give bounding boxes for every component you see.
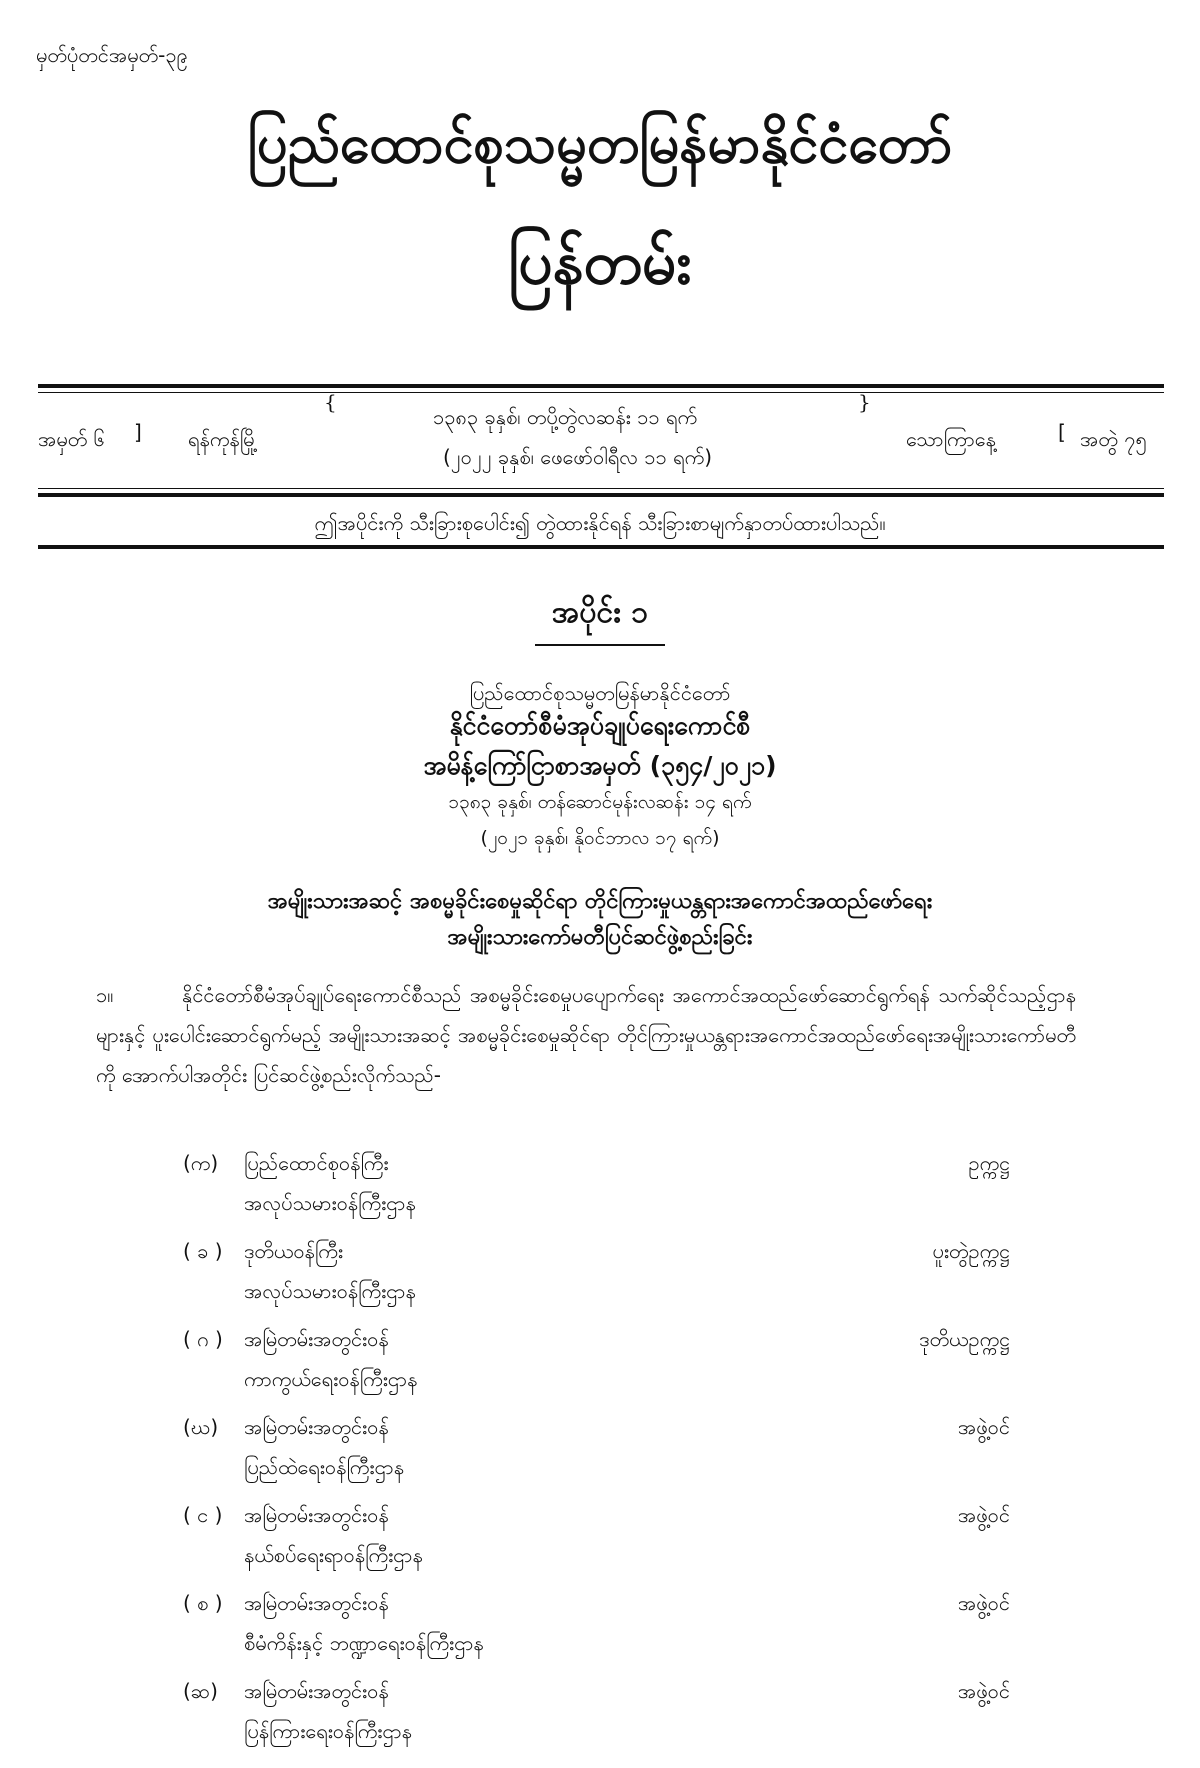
volume-bracket: [ [1058, 420, 1066, 444]
order-heading-line-2: အမျိုးသားကော်မတီပြင်ဆင်ဖွဲ့စည်းခြင်း [447, 925, 753, 950]
member-position: ပြည်ထောင်စုဝန်ကြီး [244, 1151, 389, 1175]
member-label: ( င ) [183, 1503, 223, 1527]
mid-rule-thin [38, 488, 1164, 489]
member-item [0, 1678, 1200, 1758]
issue-weekday: သောကြာနေ့ [906, 427, 996, 451]
member-label: (ဆ) [183, 1679, 218, 1703]
member-role: အဖွဲ့ဝင် [957, 1415, 1010, 1439]
issue-bar [38, 390, 1164, 482]
member-role: အဖွဲ့ဝင် [957, 1591, 1010, 1615]
order-number: အမိန့်ကြော်ငြာစာအမှတ် (၃၅၄/၂၀၂၁) [423, 751, 777, 780]
member-item [0, 1590, 1200, 1670]
issue-date-myanmar: ၁၃၈၃ ခုနှစ်၊ တပို့တွဲလဆန်း ၁၁ ရက် [433, 405, 698, 429]
top-rule-thick [38, 384, 1164, 388]
member-label: (ဃ) [183, 1415, 219, 1439]
member-label: ( ဂ ) [183, 1327, 223, 1351]
member-role: ဥက္ကဋ္ဌ [968, 1151, 1010, 1175]
member-role: အဖွဲ့ဝင် [957, 1679, 1010, 1703]
order-council: နိုင်ငံတော်စီမံအုပ်ချုပ်ရေးကောင်စီ [449, 711, 751, 740]
member-ministry: အလုပ်သမားဝန်ကြီးဌာန [244, 1191, 416, 1215]
member-position: ဒုတိယဝန်ကြီး [244, 1239, 343, 1263]
member-item [0, 1502, 1200, 1582]
top-rule-thin [38, 392, 1164, 393]
member-label: ( ခ ) [183, 1239, 223, 1263]
issue-date-gregorian: (၂၀၂၂ ခုနှစ်၊ ဖေဖော်ဝါရီလ ၁၁ ရက်) [443, 445, 713, 469]
mid-rule-thick [38, 493, 1164, 497]
member-item [0, 1326, 1200, 1406]
member-ministry: ပြည်ထဲရေးဝန်ကြီးဌာန [244, 1455, 405, 1479]
member-position: အမြဲတမ်းအတွင်းဝန် [244, 1679, 389, 1703]
member-label: (က) [183, 1151, 219, 1175]
issue-city: ရန်ကုန်မြို့ [188, 427, 258, 451]
member-ministry: စီမံကိန်းနှင့် ဘဏ္ဍာရေးဝန်ကြီးဌာန [244, 1631, 484, 1655]
member-label: ( စ ) [183, 1591, 223, 1615]
part-title-underline [535, 644, 665, 646]
order-date-myanmar: ၁၃၈၃ ခုနှစ်၊ တန်ဆောင်မုန်းလဆန်း ၁၄ ရက် [448, 791, 752, 813]
member-ministry: ပြန်ကြားရေးဝန်ကြီးဌာန [244, 1719, 413, 1743]
notice-rule-thick [38, 545, 1164, 549]
issue-number-bracket: ] [134, 420, 142, 444]
member-item [0, 1414, 1200, 1494]
member-position: အမြဲတမ်းအတွင်းဝန် [244, 1415, 389, 1439]
registration-number: မှတ်ပုံတင်အမှတ်-၃၉ [36, 43, 188, 67]
member-position: အမြဲတမ်းအတွင်းဝန် [244, 1327, 389, 1351]
member-role: ဒုတိယဥက္ကဋ္ဌ [919, 1327, 1010, 1351]
paragraph-number: ၁။ [96, 983, 114, 1007]
gazette-title: ပြန်တမ်း [508, 228, 692, 298]
member-position: အမြဲတမ်းအတွင်းဝန် [244, 1503, 389, 1527]
left-brace: { [324, 390, 337, 414]
member-role: အဖွဲ့ဝင် [957, 1503, 1010, 1527]
part-title: အပိုင်း ၁ [551, 595, 649, 630]
member-role: ပူးတွဲဥက္ကဋ္ဌ [932, 1239, 1010, 1263]
member-ministry: ကာကွယ်ရေးဝန်ကြီးဌာန [244, 1367, 418, 1391]
order-heading-line-1: အမျိုးသားအဆင့် အစမ္မခိုင်းစေမှုဆိုင်ရာ တိုင်ကြားမှုယန္တရားအကောင်အထည်ဖော်ရေး [267, 889, 933, 914]
separate-pages-notice: ဤအပိုင်းကို သီးခြားစုပေါင်း၍ တွဲထားနိုင်ရန် သီးခြားစာမျက်နှာတပ်ထားပါသည်။ [314, 511, 886, 535]
member-position: အမြဲတမ်းအတွင်းဝန် [244, 1591, 389, 1615]
gazette-country-title: ပြည်ထောင်စုသမ္မတမြန်မာနိုင်ငံတော် [247, 112, 953, 175]
order-org: ပြည်ထောင်စုသမ္မတမြန်မာနိုင်ငံတော် [469, 681, 731, 705]
order-paragraph [96, 975, 1076, 1095]
issue-number: အမှတ် ၆ [38, 427, 105, 451]
issue-volume: အတွဲ ၇၅ [1080, 427, 1147, 451]
member-ministry: အလုပ်သမားဝန်ကြီးဌာန [244, 1279, 416, 1303]
right-brace: } [858, 390, 871, 414]
member-ministry: နယ်စပ်ရေးရာဝန်ကြီးဌာန [244, 1543, 423, 1567]
member-item [0, 1238, 1200, 1318]
member-item [0, 1150, 1200, 1230]
order-date-gregorian: (၂၀၂၁ ခုနှစ်၊ နိုဝင်ဘာလ ၁၇ ရက်) [480, 827, 720, 849]
paragraph-text: နိုင်ငံတော်စီမံအုပ်ချုပ်ရေးကောင်စီသည် အစမ္မခိုင်းစေမှုပပျောက်ရေး အကောင်အထည်ဖော်ဆောင်ရွက်ရန် သက်ဆိုင်သည့်ဌာနများနှင့် ပူးပေါင်းဆောင်ရွက်မည့် အမျိုးသားအဆင့် အစမ္မခိုင်းစေမှုဆိုင်ရာ တိုင်ကြားမှုယန္တရားအကောင်အထည်ဖော်ရေးအမျိုးသားကော်မတီကို အောက်ပါအတိုင်း ပြင်ဆင်ဖွဲ့စည်းလိုက်သည်- [96, 983, 1076, 1087]
